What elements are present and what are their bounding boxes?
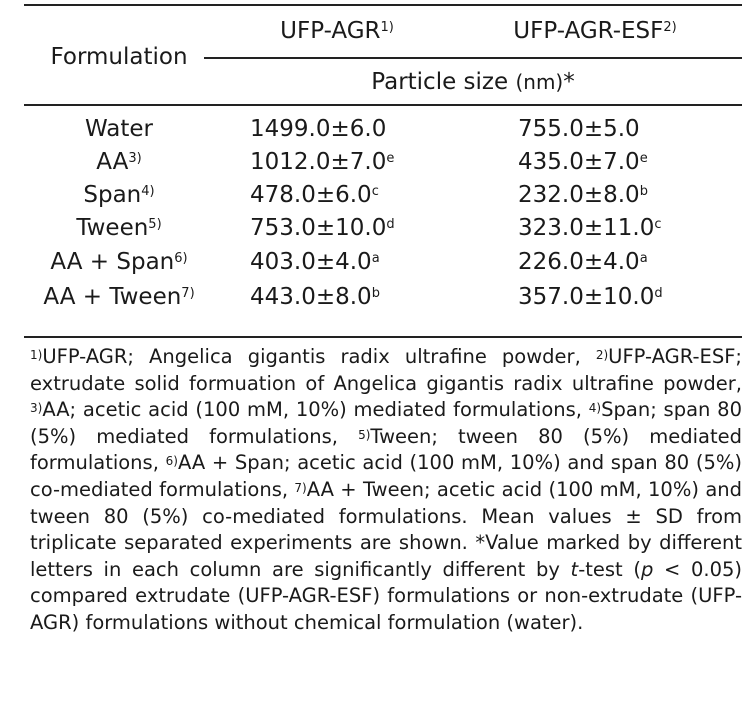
header-ufp-agr-esf-note: 2) <box>663 20 677 35</box>
fn-note-5: 5) <box>358 427 371 442</box>
row-ufp-agr-esf-value <box>518 148 648 176</box>
row-ufp-agr-esf-value <box>518 181 648 209</box>
header-formulation <box>24 43 214 71</box>
formulation-label: AA + Span <box>50 249 175 275</box>
formulation-label: AA <box>96 149 129 175</box>
header-particle-size <box>204 68 742 96</box>
fn-note-1: 1) <box>30 348 43 362</box>
formulation-note: 4) <box>141 184 155 199</box>
fn-note-7: 7) <box>294 480 307 495</box>
ufp-agr-esf-value: 323.0±11.0 <box>518 215 655 241</box>
ufp-agr-value: 753.0±10.0 <box>250 215 387 241</box>
formulation-label: AA + Tween <box>43 284 182 310</box>
row-ufp-agr-esf-value <box>518 214 661 242</box>
fn-text-4: Span; span 80 (5%) mediated formulations, <box>30 398 742 448</box>
fn-text-5: Tween; tween 80 (5%) mediated formulations, <box>30 424 742 475</box>
formulation-label: Water <box>85 116 153 142</box>
fn-italic-t: t <box>570 557 579 581</box>
footnote-paragraph <box>30 344 742 637</box>
row-ufp-agr-esf-value <box>518 283 663 311</box>
fn-note-6: 6) <box>165 454 178 469</box>
ufp-agr-esf-value: 232.0±8.0 <box>518 182 640 208</box>
header-sub-rule <box>204 57 742 59</box>
ufp-agr-letter: e <box>386 151 395 166</box>
row-ufp-agr-esf-value <box>518 115 640 143</box>
row-ufp-agr-value <box>250 148 394 176</box>
row-ufp-agr-value <box>250 214 395 242</box>
ufp-agr-value: 1012.0±7.0 <box>250 149 387 175</box>
header-ufp-agr-esf <box>470 17 720 45</box>
ufp-agr-esf-value: 755.0±5.0 <box>518 116 640 142</box>
row-ufp-agr-value <box>250 283 380 311</box>
header-ufp-agr-esf-text: UFP-AGR-ESF <box>513 18 664 44</box>
row-formulation-name <box>24 115 214 143</box>
fn-note-2: 2) <box>595 348 609 362</box>
row-ufp-agr-value <box>250 248 380 276</box>
ufp-agr-value: 1499.0±6.0 <box>250 116 387 142</box>
fn-text-2: UFP-AGR-ESF; extrudate solid formuation of Angelica gigantis radix ultrafine powder, <box>30 345 742 395</box>
ufp-agr-esf-value: 435.0±7.0 <box>518 149 640 175</box>
header-formulation-text: Formulation <box>50 44 188 70</box>
fn-text-1: UFP-AGR; Angelica gigantis radix ultrafine powder, <box>42 345 596 368</box>
row-formulation-name <box>24 181 214 209</box>
row-formulation-name <box>24 148 214 176</box>
header-particle-size-star: * <box>563 69 575 95</box>
row-ufp-agr-value <box>250 181 379 209</box>
row-formulation-name <box>24 283 214 311</box>
formulation-label: Tween <box>76 215 149 241</box>
row-ufp-agr-value <box>250 115 386 143</box>
header-particle-size-text: Particle size <box>371 69 516 95</box>
row-formulation-name <box>24 214 214 242</box>
ufp-agr-esf-letter: b <box>639 184 648 199</box>
fn-text-3: AA; acetic acid (100 mM, 10%) mediated formulations, <box>42 398 589 422</box>
fn-text-6: AA + Span; acetic acid (100 mM, 10%) and span 80 (5%) co-mediated formulations, <box>30 451 742 501</box>
ufp-agr-esf-letter: e <box>639 151 648 166</box>
header-ufp-agr-note: 1) <box>380 20 394 35</box>
row-formulation-name <box>24 248 214 276</box>
table-footnote <box>30 344 742 637</box>
row-ufp-agr-esf-value <box>518 248 648 276</box>
top-rule <box>24 4 742 6</box>
ufp-agr-value: 403.0±4.0 <box>250 249 372 275</box>
bottom-rule <box>24 336 742 338</box>
ufp-agr-esf-letter: c <box>654 217 662 232</box>
ufp-agr-letter: c <box>371 184 379 199</box>
formulation-label: Span <box>83 182 142 208</box>
formulation-note: 5) <box>148 217 162 232</box>
fn-italic-p: p <box>640 557 654 581</box>
ufp-agr-value: 443.0±8.0 <box>250 284 372 310</box>
header-bottom-rule <box>24 104 742 106</box>
formulation-note: 3) <box>128 151 142 166</box>
header-ufp-agr-text: UFP-AGR <box>280 18 381 44</box>
ufp-agr-letter: b <box>371 286 380 301</box>
ufp-agr-letter: d <box>386 217 395 232</box>
formulation-note: 6) <box>174 251 188 266</box>
fn-text-7: AA + Tween; acetic acid (100 mM, 10%) and tween 80 (5%) co-mediated formulations. Mean values ± SD from triplicate separated experiments are shown. *Value marked by different letters in each column are significantly different by <box>30 477 743 581</box>
ufp-agr-esf-value: 226.0±4.0 <box>518 249 640 275</box>
formulation-note: 7) <box>181 286 195 301</box>
fn-note-4: 4) <box>588 401 602 416</box>
ufp-agr-value: 478.0±6.0 <box>250 182 372 208</box>
header-particle-size-unit: (nm) <box>515 70 564 94</box>
fn-text-8: -test ( <box>578 557 641 581</box>
ufp-agr-esf-value: 357.0±10.0 <box>518 284 655 310</box>
fn-text-9: < 0.05) compared extrudate (UFP-AGR-ESF) formulations or non-extrudate (UFP-AGR) formulations without chemical formulation (water). <box>30 557 742 634</box>
header-ufp-agr <box>222 17 452 45</box>
ufp-agr-esf-letter: a <box>639 251 648 266</box>
fn-note-3: 3) <box>30 401 43 416</box>
ufp-agr-letter: a <box>371 251 380 266</box>
ufp-agr-esf-letter: d <box>654 286 663 301</box>
